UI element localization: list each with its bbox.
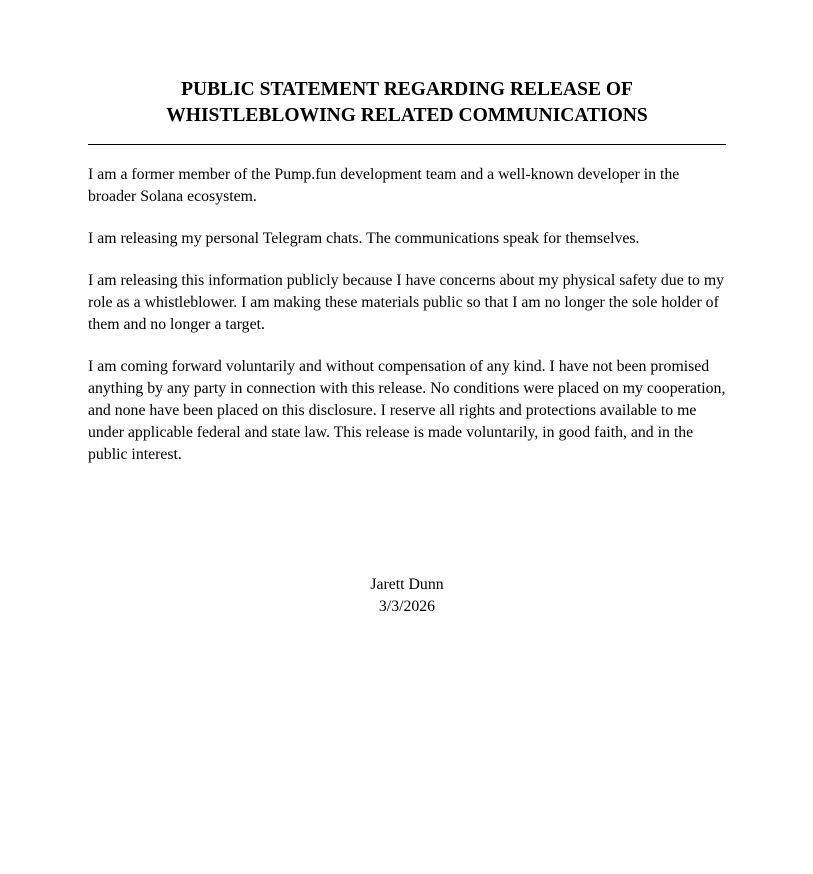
title-divider bbox=[88, 144, 726, 145]
title-line-1: PUBLIC STATEMENT REGARDING RELEASE OF bbox=[181, 79, 633, 100]
paragraph-safety: I am releasing this information publicly because I have concerns about my physical safety due to my role as a whistleblower. I am making these materials public so that I am no longer the sole holder of them and no longer a target. bbox=[88, 272, 725, 333]
document-title bbox=[88, 77, 726, 129]
signature-name: Jarett Dunn bbox=[370, 576, 444, 593]
title-line-2: WHISTLEBLOWING RELATED COMMUNICATIONS bbox=[166, 105, 648, 126]
statement-body bbox=[88, 164, 726, 486]
signature-date: 3/3/2026 bbox=[378, 598, 436, 615]
paragraph-background: I am a former member of the Pump.fun development team and a well-known developer in the broader Solana ecosystem. bbox=[88, 166, 680, 205]
paragraph-release: I am releasing my personal Telegram chats. The communications speak for themselves. bbox=[88, 230, 640, 247]
paragraph-voluntary: I am coming forward voluntarily and without compensation of any kind. I have not been promised anything by any party in connection with this release. No conditions were placed on my cooperation, and none have been placed on this disclosure. I reserve all rights and protections available to me under applicable federal and state law. This release is made voluntarily, in good faith, and in the public interest. bbox=[88, 358, 726, 463]
signature-block bbox=[88, 574, 726, 618]
